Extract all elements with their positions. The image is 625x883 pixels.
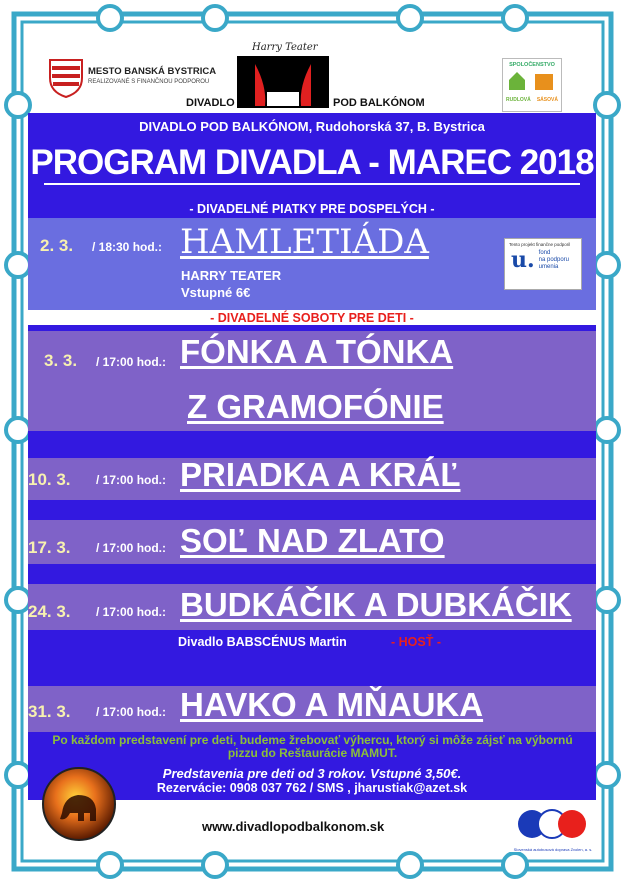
partner-logo [502, 58, 562, 112]
event-date: 10. 3. [28, 470, 71, 489]
partner-b: SÁSOVÁ [536, 97, 558, 103]
curtain-icon [237, 56, 329, 108]
fund-line1: fond [538, 249, 551, 256]
city-shield-icon [48, 58, 84, 98]
event-date: 31. 3. [28, 702, 71, 721]
event-time: / 17:00 hod.: [96, 473, 167, 487]
fund-note: Tento projekt finančne podporil [509, 242, 571, 247]
city-logo [48, 58, 84, 98]
event-title: FÓNKA A TÓNKA [180, 333, 454, 370]
bus-company-icon [508, 806, 598, 842]
website[interactable]: www.divadlopodbalkonom.sk [202, 819, 385, 834]
main-title: PROGRAM DIVADLA - MAREC 2018 [30, 143, 594, 182]
event-time: / 17:00 hod.: [96, 541, 167, 555]
mamut-logo [42, 767, 116, 841]
row-band-blue [28, 500, 596, 520]
event-time: / 18:30 hod.: [92, 240, 163, 254]
theatre-logo [237, 56, 329, 108]
address: DIVADLO POD BALKÓNOM, Rudohorská 37, B. Bystrica [139, 119, 485, 134]
row-band-blue [28, 431, 596, 458]
city-subtitle: REALIZOVANÉ S FINANČNOU PODPOROU [88, 79, 210, 85]
event-title: BUDKÁČIK A DUBKÁČIK [180, 586, 572, 623]
event-date: 3. 3. [44, 351, 78, 370]
event-guest-tag: - HOSŤ - [391, 635, 441, 649]
fund-line3: umenia [538, 263, 559, 270]
event-title: HAVKO A MŇAUKA [180, 686, 484, 723]
reservation: Rezervácie: 0908 037 762 / SMS , jharustiak@azet.sk [156, 781, 468, 795]
houses-icon [503, 68, 561, 92]
kids-info: Predstavenia pre deti od 3 rokov. Vstupné 3,50€. [162, 766, 462, 781]
mammoth-icon [44, 769, 114, 839]
section-adults: - DIVADELNÉ PIATKY PRE DOSPELÝCH - [189, 202, 435, 216]
fund-line2: na podporu [538, 256, 570, 263]
event-time: / 17:00 hod.: [96, 355, 167, 369]
event-title-line2: Z GRAMOFÓNIE [187, 388, 444, 425]
event-title: SOĽ NAD ZLATO [180, 522, 445, 559]
section-kids: - DIVADELNÉ SOBOTY PRE DETI - [210, 311, 414, 325]
city-name: MESTO BANSKÁ BYSTRICA [88, 66, 217, 77]
event-title: PRIADKA A KRÁĽ [180, 456, 461, 493]
partner-a: RUDLOVÁ [506, 97, 531, 103]
event-date: 2. 3. [40, 236, 74, 255]
event-company: HARRY TEATER [181, 268, 282, 283]
fund-logo [504, 238, 582, 290]
event-title: HAMLETIÁDA [180, 222, 429, 262]
harry-script: Harry Teater [252, 42, 318, 53]
event-time: / 17:00 hod.: [96, 605, 167, 619]
event-guest: Divadlo BABSCÉNUS Martin [178, 635, 347, 649]
row-band-blue [28, 564, 596, 584]
fund-letter: u. [511, 247, 535, 273]
title-rule [44, 183, 580, 185]
theatre-word-right: POD BALKÓNOM [333, 97, 425, 109]
theatre-word-left: DIVADLO [186, 97, 235, 109]
sad-logo [508, 806, 598, 852]
event-date: 24. 3. [28, 602, 71, 621]
event-time: / 17:00 hod.: [96, 705, 167, 719]
event-price: Vstupné 6€ [181, 285, 251, 300]
raffle-note: Po každom predstavení pre deti, budeme žrebovať výhercu, ktorý si môže zájsť na výbornú pizzu do Reštaurácie MAMUT. [52, 733, 573, 760]
sad-caption: Slovenská autobusová doprava Zvolen, a. s. [513, 847, 593, 852]
partner-top: SPOLOČENSTVO [509, 62, 555, 68]
event-date: 17. 3. [28, 538, 71, 557]
